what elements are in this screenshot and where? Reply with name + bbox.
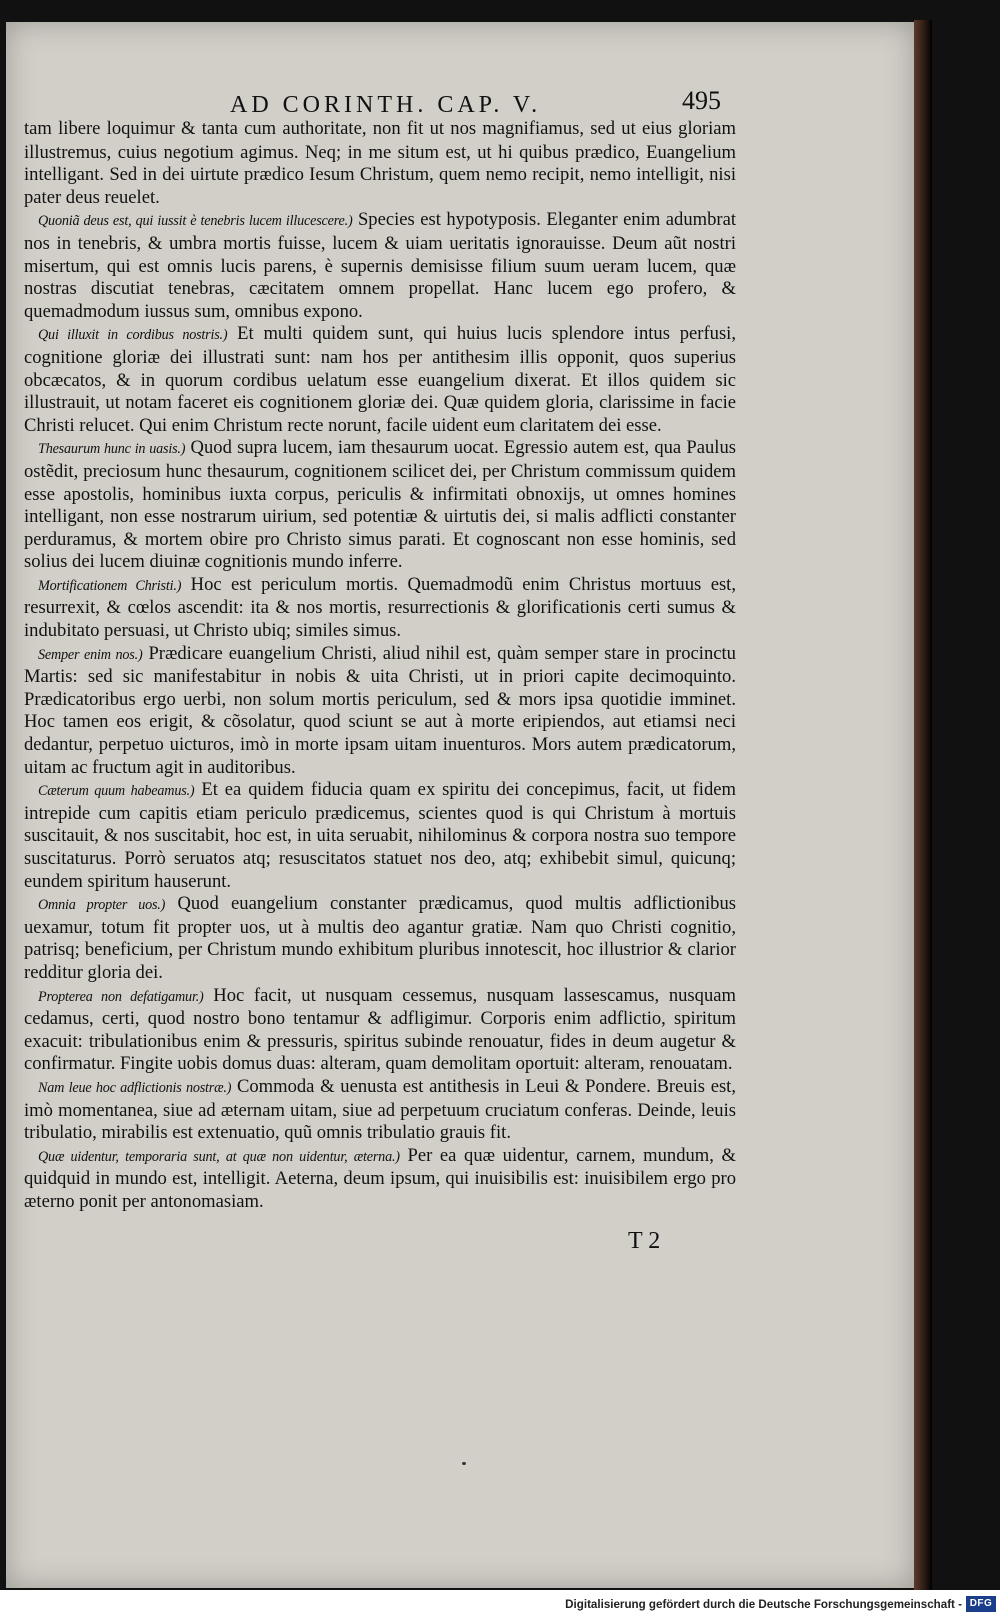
paragraph-2 [24, 323, 736, 437]
lemma: Mortificationem Christi.) [38, 577, 182, 594]
lemma: Quæ uidentur, temporaria sunt, at quæ non uidentur, æterna.) [38, 1148, 400, 1165]
paragraph-text: Et multi quidem sunt, qui huius lucis splendore intus perfusi, cognitione gloriæ dei illustrati sunt: nam hos per antithesim illis opponit, quos superius obcæcatos, & in quorum cordibus uelatum esse euangelium dixerat. Et illos quidem sic illustrauit, ut notam faceret eis cognitionem gloriæ dei. Quæ quidem gloria, clarissime in facie Christi relucet. Qui enim Christum recte norunt, facile uident eum claritatem dei esse. [24, 323, 736, 436]
paragraph-text: Hoc facit, ut nusquam cessemus, nusquam lassescamus, nusquam cedamus, certi, quod nostro bono tentamur & adfligimur. Corporis enim adflictio, spiritum exacuit: tribulationibus enim & pressuris, spiritus subinde renouatur, fides in deum augetur & confirmatur. Fingite uobis domus duas: alteram, quam demolitam oportuit: alteram, renouatam. [24, 984, 736, 1075]
funding-credit: Digitalisierung gefördert durch die Deutsche Forschungsgemeinschaft - [565, 1598, 962, 1611]
lemma: Omnia propter uos.) [38, 897, 166, 914]
paragraph-text: Species est hypotyposis. Eleganter enim adumbrat nos in tenebris, & umbra mortis fuisse, lucem & uiam ueritatis ignorauisse. Deum aũt nostri misertum, qui est omnis lucis parens, è supernis demisisse filium suum ueram lucem, quæ nostras discutiat tenebras, cæcitatem omnem propellat. Hanc lucem ego profero, & quemadmodum iussus sum, omnibus expono. [24, 209, 736, 322]
lemma: Thesaurum hunc in uasis.) [38, 441, 186, 458]
lemma: Qui illuxit in cordibus nostris.) [38, 327, 228, 344]
paragraph-text: Prædicare euangelium Christi, aliud nihil est, quàm semper stare in procinctu Martis: sed sic manifestabitur in nobis & uita Christi, ut in priori capite decimoquinto. Prædicatoribus ergo uerbi, non solum mortis periculum, sed & mors ipsa quotidie imminet. Hoc tamen eos erigit, & cõsolatur, quod sciunt se aut à morte eripiendos, aut etiamsi neci dedantur, perpetuo uicturos, imò in morte ipsam uitam inuenturos. Mors autem prædicatorum, uitam ac fructum agit in auditoribus. [24, 642, 736, 778]
paragraph-3 [24, 437, 736, 574]
paragraph-6 [24, 779, 736, 893]
dfg-logo-icon: DFG [966, 1596, 996, 1612]
paragraph-5 [24, 643, 736, 780]
lemma: Cæterum quum habeamus.) [38, 783, 195, 800]
paragraph-4 [24, 574, 736, 643]
paragraph-text: Quod supra lucem, iam thesaurum uocat. Egressio autem est, qua Paulus ostẽdit, preciosum hunc thesaurum, cognitionem scilicet dei, per Christum commissum quidem esse apostolis, hominibus iuxta corpus, periculis & infirmitati obnoxijs, ut omnes homines intelligant, non esse nostrarum uirium, sed potentiæ & uirtutis dei, si malis adflicti constanter perduramus, & mortem obire pro Christo simus parati. Et cognoscant non esse hominis, sed solius dei lucem diuinæ cognitionis mundo inferre. [24, 437, 736, 573]
book-edge [914, 20, 932, 1590]
running-head: AD CORINTH. CAP. V. [230, 92, 542, 118]
paragraph-text: Et ea quidem fiducia quam ex spiritu dei concepimus, facit, ut fidem intrepide cum capitis etiam periculo prædicemus, scientes quod is qui Christum à mortuis suscitauit, & nos suscitabit, hoc est, in uita seruabit, nihilominus & corpora nostra suo tempore suscitaturus. Porrò seruatos atq; resuscitatos statuet nos deo, atq; exhibebit simul, quicunq; eundem spiritum hauserunt. [24, 779, 736, 892]
lemma: Semper enim nos.) [38, 646, 143, 663]
paragraph-0 [24, 118, 736, 209]
page-number: 495 [682, 86, 721, 115]
lemma: Propterea non defatigamur.) [38, 988, 204, 1005]
paragraph-text: Quod euangelium constanter prædicamus, quod multis adflictionibus uexamur, totum fit propter uos, ut à multis deo agantur gratiæ. Nam quo Christi cognitio, patrisq; beneficium, per Christum mundo exhibitum pluribus innotescit, hoc illustrior & clarior redditur gloria dei. [24, 893, 736, 983]
paragraph-text: Per ea quæ uidentur, carnem, mundum, & quidquid in mundo est, intelligit. Aeterna, deum ipsum, qui inuisibilis est: inuisibilem ergo pro æterno ponit per antonomasiam. [24, 1144, 737, 1212]
paragraph-1 [24, 209, 736, 323]
signature-mark: T 2 [628, 1228, 661, 1254]
lemma: Quoniã deus est, qui iussit è tenebris lucem illucescere.) [38, 213, 353, 230]
ink-speck [462, 1462, 466, 1465]
paragraph-10 [24, 1145, 736, 1214]
paragraph-9 [24, 1076, 736, 1145]
paragraph-8 [24, 985, 736, 1076]
paragraph-text: tam libere loquimur & tanta cum authoritate, non fit ut nos magnifiamus, sed ut eius gloriam illustremus, cuius negotium agimus. Neq; in me situm est, ut hi quibus prædico, Euangelium intelligant. Sed in dei uirtute prædico Iesum Christum, quem nemo recipit, nemo intelligit, nisi pater deus reuelet. [24, 118, 736, 208]
paragraph-text: Commoda & uenusta est antithesis in Leui & Pondere. Breuis est, imò momentanea, siue ad æternam uitam, siue ad perpetuum cruciatum conferas. Deinde, leuis tribulatio, mirabilis est extenuatio, quũ omnis tribulatio grauis fit. [24, 1075, 736, 1144]
paragraph-7 [24, 893, 736, 984]
commentary-text [24, 118, 736, 1214]
paragraph-text: Hoc est periculum mortis. Quemadmodũ enim Christus mortuus est, resurrexit, & cœlos ascendit: ita & nos mortis, resurrectionis & glorificationis certi sumus & indubitato persuasi, ut Christo ubiq; similes simus. [24, 573, 736, 642]
lemma: Nam leue hoc adflictionis nostræ.) [38, 1079, 232, 1096]
